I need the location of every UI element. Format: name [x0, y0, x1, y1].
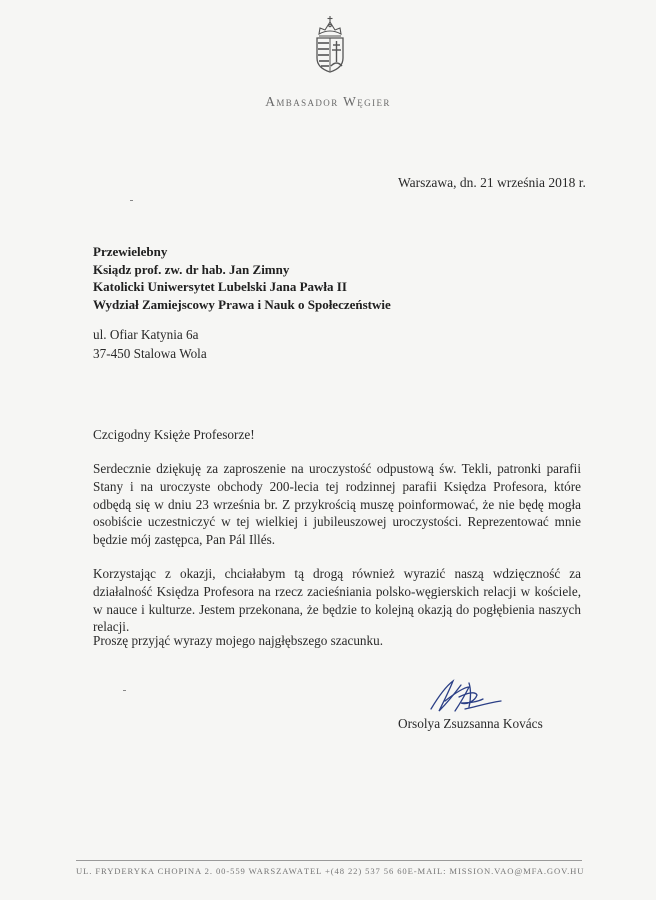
- paper-speck: [130, 200, 133, 201]
- body-paragraph: Serdecznie dziękuję za zaproszenie na uroczystość odpustową św. Tekli, patronki parafii Stany i na uroczyste obchody 200-lecia tej rodzinnej parafii Księdza Profesora, które odbędą się w dniu 23 września br. Z przykrością muszę poinformować, że nie będę mogła osobiście uczestniczyć w tej wielkiej i jubileuszowej uroczystości. Reprezentować mnie będzie mój zastępca, Pan Pál Illés.: [93, 461, 581, 548]
- address-street: ul. Ofiar Katynia 6a: [93, 327, 199, 342]
- signer-name: Orsolya Zsuzsanna Kovács: [398, 716, 543, 731]
- footer-address: UL. FRYDERYKA CHOPINA 2. 00-559 WARSZAWA: [76, 866, 304, 876]
- closing-line: Proszę przyjąć wyrazy mojego najgłębszego szacunku.: [93, 633, 384, 648]
- coat-of-arms-emblem: [311, 14, 349, 74]
- footer-phone: TEL +(48 22) 537 56 60: [303, 866, 408, 876]
- recipient-line: Przewielebny: [93, 244, 168, 259]
- footer-email: E-MAIL: MISSION.VAO@MFA.GOV.HU: [407, 866, 585, 876]
- body-paragraph: Korzystając z okazji, chciałabym tą drogą również wyrazić naszą wdzięczność za działalność Księdza Profesora na rzecz zacieśniania polsko-węgierskich relacji w kościele, w nauce i kulturze. Jestem przekonana, że będzie to kolejną okazją do pogłębienia naszych relacji.: [93, 566, 581, 635]
- handwritten-signature: [425, 673, 505, 717]
- salutation: Czcigodny Księże Profesorze!: [93, 427, 255, 442]
- letterhead-footer: [76, 866, 585, 876]
- recipient-line: Wydział Zamiejscowy Prawa i Nauk o Społeczeństwie: [93, 296, 391, 312]
- letter-date: Warszawa, dn. 21 września 2018 r.: [398, 175, 586, 190]
- ambassador-title: Ambasador Węgier: [265, 94, 391, 109]
- recipient-line: Ksiądz prof. zw. dr hab. Jan Zimny: [93, 261, 290, 277]
- recipient-block: [93, 243, 391, 313]
- footer-divider: [76, 860, 582, 861]
- recipient-address: [93, 325, 207, 363]
- paper-speck: [123, 690, 126, 691]
- recipient-line: Katolicki Uniwersytet Lubelski Jana Pawła II: [93, 279, 347, 294]
- address-city: 37-450 Stalowa Wola: [93, 346, 207, 361]
